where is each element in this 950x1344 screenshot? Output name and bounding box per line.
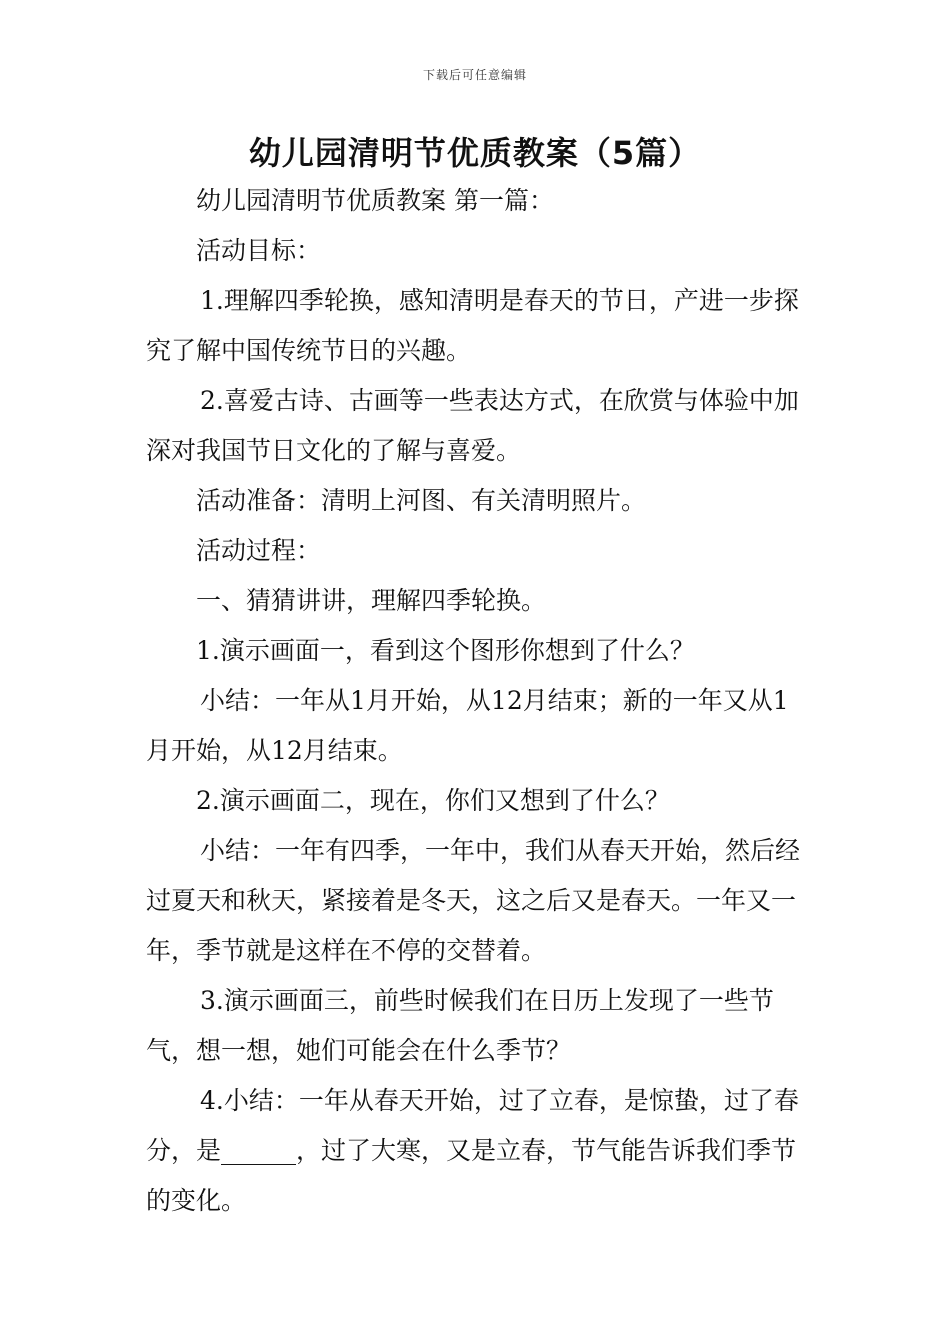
paragraph-preparation: 活动准备：清明上河图、有关清明照片。: [196, 486, 647, 515]
document-title: 幼儿园清明节优质教案（5篇）: [248, 134, 702, 172]
paragraph-summary-4: 4.小结：一年从春天开始，过了立春，是惊蛰，过了春分，是______，过了大寒，又是立春，节气能告诉我们季节的变化。: [146, 1086, 799, 1215]
paragraph-step-1: 一、猜猜讲讲，理解四季轮换。: [196, 586, 547, 615]
header-note: 下载后可任意编辑: [422, 68, 527, 82]
paragraph-activity-goals: 活动目标：: [196, 236, 322, 265]
paragraph-summary-2: 小结：一年有四季，一年中，我们从春天开始，然后经过夏天和秋天，紧接着是冬天，这之后又是春天。一年又一年，季节就是这样在不停的交替着。: [146, 836, 801, 965]
paragraph-goal-2: 2.喜爱古诗、古画等一些表达方式，在欣赏与体验中加深对我国节日文化的了解与喜爱。: [146, 386, 799, 465]
paragraph-scene-1: 1.演示画面一，看到这个图形你想到了什么？: [196, 636, 695, 665]
section-heading: 幼儿园清明节优质教案 第一篇：: [196, 186, 554, 215]
document-body: [146, 176, 806, 1226]
paragraph-scene-2: 2.演示画面二，现在，你们又想到了什么？: [196, 786, 670, 815]
paragraph-summary-1: 小结：一年从1月开始，从12月结束；新的一年又从1月开始，从12月结束。: [146, 686, 789, 765]
paragraph-process: 活动过程：: [196, 536, 322, 565]
paragraph-goal-1: 1.理解四季轮换，感知清明是春天的节日，产进一步探究了解中国传统节日的兴趣。: [146, 286, 799, 365]
paragraph-scene-3: 3.演示画面三，前些时候我们在日历上发现了一些节气，想一想，她们可能会在什么季节？: [146, 986, 774, 1065]
